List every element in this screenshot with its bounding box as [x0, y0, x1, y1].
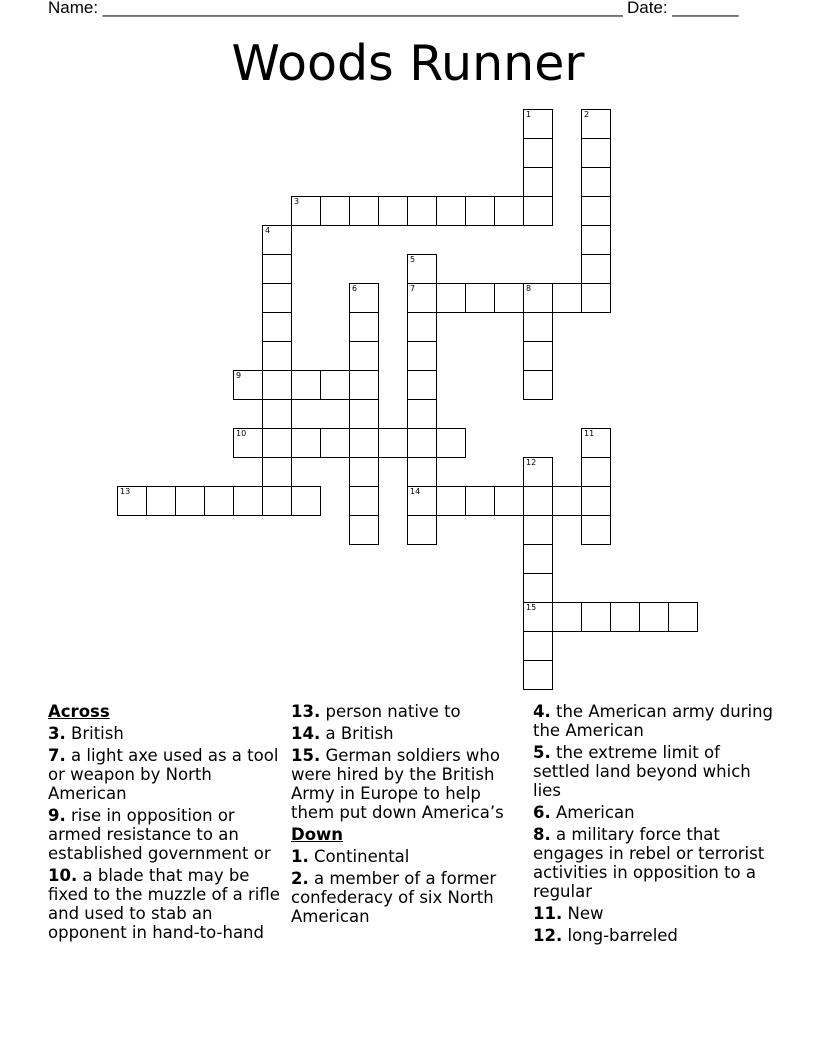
clue-text: a military force that engages in rebel or terrorist activities in opposition to a regular: [533, 825, 765, 901]
crossword-cell[interactable]: [262, 254, 292, 284]
clue-number: 12.: [533, 926, 563, 945]
crossword-cell[interactable]: [407, 341, 437, 371]
crossword-cell[interactable]: [552, 602, 582, 632]
crossword-cell[interactable]: [436, 428, 466, 458]
clue-text: person native to: [325, 702, 461, 721]
crossword-cell[interactable]: [581, 457, 611, 487]
crossword-cell[interactable]: [523, 196, 553, 226]
cell-number: 15: [526, 603, 537, 612]
crossword-cell[interactable]: [320, 196, 350, 226]
crossword-cell[interactable]: [349, 457, 379, 487]
crossword-cell[interactable]: [436, 283, 466, 313]
crossword-cell[interactable]: [320, 370, 350, 400]
crossword-cell[interactable]: [204, 486, 234, 516]
crossword-cell[interactable]: [291, 196, 321, 226]
crossword-cell[interactable]: [349, 196, 379, 226]
crossword-cell[interactable]: [262, 428, 292, 458]
clue-number: 8.: [533, 825, 551, 844]
crossword-cell[interactable]: [523, 109, 553, 139]
crossword-cell[interactable]: [407, 428, 437, 458]
clue-number: 5.: [533, 743, 551, 762]
across-clue-9: [48, 806, 284, 863]
crossword-cell[interactable]: [262, 312, 292, 342]
crossword-cell[interactable]: [581, 515, 611, 545]
clue-text: the American army during the American: [533, 702, 774, 740]
down-clue-5: [533, 743, 773, 800]
crossword-cell[interactable]: [581, 109, 611, 139]
crossword-cell[interactable]: [465, 486, 495, 516]
clues-column-3: [533, 702, 773, 948]
clue-number: 2.: [291, 869, 309, 888]
crossword-cell[interactable]: [523, 457, 553, 487]
clues-column-1: [48, 702, 284, 945]
cell-number: 9: [236, 371, 242, 380]
down-clue-2: [291, 869, 527, 926]
crossword-cell[interactable]: [494, 283, 524, 313]
crossword-cell[interactable]: [639, 602, 669, 632]
clue-text: a blade that may be fixed to the muzzle of a rifle and used to stab an opponent in hand-to-hand: [48, 866, 280, 942]
down-clue-6: [533, 803, 773, 822]
across-clue-14: [291, 724, 527, 743]
clue-text: a member of a former confederacy of six North American: [291, 869, 497, 926]
crossword-cell[interactable]: [407, 283, 437, 313]
crossword-cell[interactable]: [523, 138, 553, 168]
clue-number: 11.: [533, 904, 563, 923]
cell-number: 14: [410, 487, 421, 496]
crossword-cell[interactable]: [610, 602, 640, 632]
crossword-cell[interactable]: [552, 283, 582, 313]
crossword-cell[interactable]: [465, 196, 495, 226]
crossword-cell[interactable]: [523, 515, 553, 545]
crossword-cell[interactable]: [378, 428, 408, 458]
down-clue-1: [291, 847, 527, 866]
across-clue-7: [48, 746, 284, 803]
crossword-cell[interactable]: [407, 486, 437, 516]
name-field[interactable]: Name: _______________________________________________________: [48, 0, 623, 17]
crossword-cell[interactable]: [581, 138, 611, 168]
cell-number: 10: [236, 429, 247, 438]
cell-number: 3: [294, 197, 300, 206]
crossword-cell[interactable]: [349, 428, 379, 458]
clue-number: 3.: [48, 724, 66, 743]
crossword-cell[interactable]: [146, 486, 176, 516]
clue-number: 1.: [291, 847, 309, 866]
crossword-cell[interactable]: [581, 486, 611, 516]
crossword-cell[interactable]: [494, 486, 524, 516]
clue-number: 6.: [533, 803, 551, 822]
crossword-cell[interactable]: [175, 486, 205, 516]
crossword-cell[interactable]: [233, 428, 263, 458]
crossword-cell[interactable]: [349, 283, 379, 313]
crossword-cell[interactable]: [349, 515, 379, 545]
crossword-cell[interactable]: [581, 196, 611, 226]
down-clue-12: [533, 926, 773, 945]
crossword-cell[interactable]: [291, 428, 321, 458]
crossword-cell[interactable]: [668, 602, 698, 632]
crossword-cell[interactable]: [262, 370, 292, 400]
crossword-cell[interactable]: [523, 370, 553, 400]
crossword-cell[interactable]: [407, 254, 437, 284]
crossword-cell[interactable]: [523, 573, 553, 603]
cell-number: 11: [584, 429, 595, 438]
clue-text: the extreme limit of settled land beyond which lies: [533, 743, 751, 800]
date-field[interactable]: Date: _______: [627, 0, 739, 17]
clue-text: American: [556, 803, 635, 822]
clue-number: 7.: [48, 746, 66, 765]
crossword-cell[interactable]: [465, 283, 495, 313]
crossword-cell[interactable]: [581, 254, 611, 284]
clue-number: 4.: [533, 702, 551, 721]
across-clue-15: [291, 746, 527, 822]
crossword-cell[interactable]: [523, 660, 553, 690]
crossword-cell[interactable]: [494, 196, 524, 226]
crossword-cell[interactable]: [407, 196, 437, 226]
cell-number: 6: [352, 284, 358, 293]
crossword-cell[interactable]: [523, 341, 553, 371]
clue-text: British: [71, 724, 124, 743]
down-clue-8: [533, 825, 773, 901]
crossword-cell[interactable]: [291, 370, 321, 400]
crossword-cell[interactable]: [262, 225, 292, 255]
crossword-cell[interactable]: [117, 486, 147, 516]
crossword-cell[interactable]: [233, 370, 263, 400]
clue-number: 13.: [291, 702, 321, 721]
crossword-cell[interactable]: [262, 457, 292, 487]
crossword-cell[interactable]: [581, 283, 611, 313]
cell-number: 13: [120, 487, 131, 496]
crossword-cell[interactable]: [262, 341, 292, 371]
crossword-cell[interactable]: [407, 515, 437, 545]
crossword-cell[interactable]: [349, 312, 379, 342]
crossword-cell[interactable]: [233, 486, 263, 516]
crossword-cell[interactable]: [523, 486, 553, 516]
crossword-cell[interactable]: [407, 457, 437, 487]
clue-text: German soldiers who were hired by the British Army in Europe to help them put down America’s: [291, 746, 504, 822]
across-clue-10: [48, 866, 284, 942]
clue-number: 9.: [48, 806, 66, 825]
crossword-cell[interactable]: [407, 370, 437, 400]
cell-number: 7: [410, 284, 416, 293]
across-clue-13: [291, 702, 527, 721]
crossword-cell[interactable]: [349, 486, 379, 516]
clue-text: Continental: [314, 847, 410, 866]
down-heading: Down: [291, 825, 344, 844]
cell-number: 8: [526, 284, 532, 293]
crossword-cell[interactable]: [378, 196, 408, 226]
crossword-cell[interactable]: [581, 428, 611, 458]
crossword-cell[interactable]: [262, 283, 292, 313]
clue-text: a British: [325, 724, 394, 743]
crossword-cell[interactable]: [581, 602, 611, 632]
clue-number: 10.: [48, 866, 78, 885]
crossword-cell[interactable]: [523, 544, 553, 574]
crossword-cell[interactable]: [523, 602, 553, 632]
crossword-cell[interactable]: [523, 631, 553, 661]
cell-number: 4: [265, 226, 271, 235]
crossword-cell[interactable]: [552, 486, 582, 516]
crossword-cell[interactable]: [436, 196, 466, 226]
cell-number: 12: [526, 458, 537, 467]
crossword-cell[interactable]: [581, 225, 611, 255]
cell-number: 5: [410, 255, 416, 264]
cell-number: 1: [526, 110, 532, 119]
down-clue-4: [533, 702, 773, 740]
clue-text: rise in opposition or armed resistance to an established government or: [48, 806, 271, 863]
crossword-cell[interactable]: [320, 428, 350, 458]
crossword-cell[interactable]: [349, 341, 379, 371]
crossword-cell[interactable]: [436, 486, 466, 516]
clue-text: New: [567, 904, 604, 923]
crossword-cell[interactable]: [349, 370, 379, 400]
crossword-cell[interactable]: [291, 486, 321, 516]
crossword-cell[interactable]: [581, 167, 611, 197]
clue-text: a light axe used as a tool or weapon by North American: [48, 746, 279, 803]
clue-number: 15.: [291, 746, 321, 765]
crossword-cell[interactable]: [407, 312, 437, 342]
across-heading: Across: [48, 702, 110, 721]
clue-number: 14.: [291, 724, 321, 743]
across-clue-3: [48, 724, 284, 743]
crossword-cell[interactable]: [349, 399, 379, 429]
crossword-cell[interactable]: [262, 486, 292, 516]
clues-column-2: [291, 702, 527, 929]
crossword-cell[interactable]: [407, 399, 437, 429]
crossword-cell[interactable]: [523, 167, 553, 197]
crossword-cell[interactable]: [523, 312, 553, 342]
puzzle-title: Woods Runner: [231, 35, 585, 92]
crossword-cell[interactable]: [262, 399, 292, 429]
crossword-cell[interactable]: [523, 283, 553, 313]
down-clue-11: [533, 904, 773, 923]
clue-text: long-barreled: [567, 926, 678, 945]
cell-number: 2: [584, 110, 590, 119]
